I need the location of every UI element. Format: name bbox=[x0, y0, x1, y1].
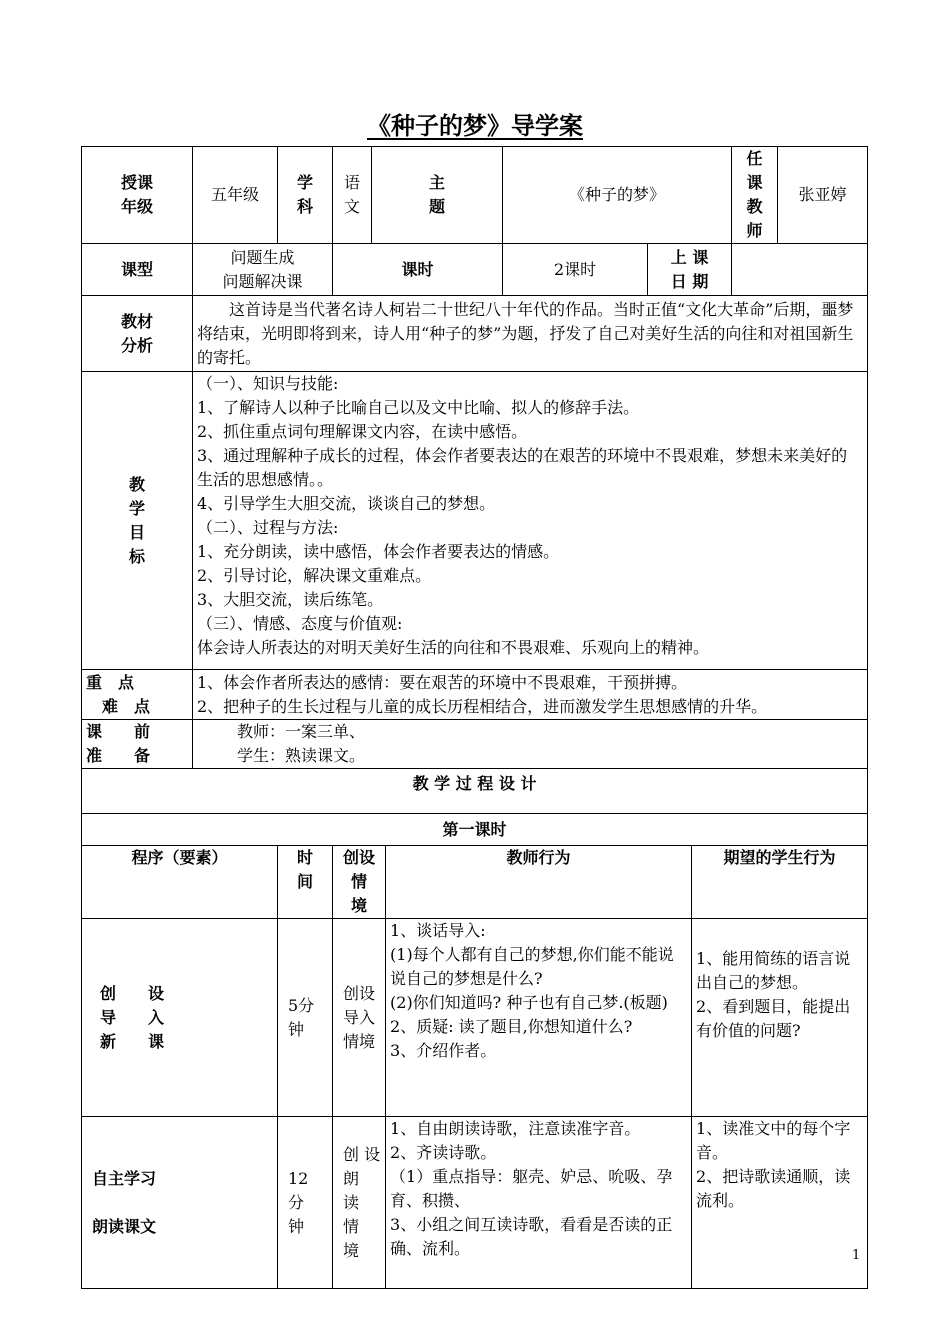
design-heading-row bbox=[82, 769, 868, 814]
subject-label: 学 科 bbox=[278, 147, 333, 244]
teacher-value: 张亚婷 bbox=[778, 147, 868, 244]
key-points-content bbox=[193, 670, 868, 720]
student-behavior-cell: 1、读准文中的每个字音。 2、把诗歌读通顺，读流利。 bbox=[692, 1117, 868, 1289]
objective-line: 2、抓住重点词句理解课文内容，在读中感悟。 bbox=[197, 422, 528, 441]
hours-value: 2课时 bbox=[503, 244, 648, 296]
analysis-label: 教材 分析 bbox=[82, 296, 193, 372]
teacher-behavior-header: 教师行为 bbox=[386, 846, 692, 919]
page-number: 1 bbox=[852, 1248, 861, 1263]
objectives-label: 教 学 目 标 bbox=[82, 372, 193, 670]
time-cell: 5分 钟 bbox=[278, 919, 333, 1117]
document-title: 《种子的梦》导学案 bbox=[367, 112, 583, 140]
hours-label: 课时 bbox=[333, 244, 503, 296]
objective-line: 4、引导学生大胆交流，谈谈自己的梦想。 bbox=[197, 494, 496, 513]
header-row-2 bbox=[82, 244, 868, 296]
lesson-type-value: 问题生成 问题解决课 bbox=[193, 244, 333, 296]
objective-line: 1、充分朗读，读中感悟，体会作者要表达的情感。 bbox=[197, 542, 560, 561]
lesson-heading-row bbox=[82, 814, 868, 846]
preparation-row bbox=[82, 720, 868, 769]
objectives-row bbox=[82, 372, 868, 670]
scene-cell: 创设 导入 情境 bbox=[333, 919, 386, 1117]
subject-value: 语 文 bbox=[333, 147, 372, 244]
objective-line: 体会诗人所表达的对明天美好生活的向往和不畏艰难、乐观向上的精神。 bbox=[197, 638, 710, 657]
preparation-line: 教师：一案三单、 bbox=[237, 722, 366, 741]
process-header-row bbox=[82, 846, 868, 919]
objective-line: （二）、过程与方法: bbox=[197, 518, 339, 537]
design-heading: 教 学 过 程 设 计 bbox=[82, 769, 868, 814]
lesson-heading: 第一课时 bbox=[82, 814, 868, 846]
topic-value: 《种子的梦》 bbox=[503, 147, 732, 244]
grade-label: 授课 年级 bbox=[82, 147, 193, 244]
lesson-type-label: 课型 bbox=[82, 244, 193, 296]
preparation-label: 课 前 准 备 bbox=[82, 720, 193, 769]
objective-line: 1、了解诗人以种子比喻自己以及文中比喻、拟人的修辞手法。 bbox=[197, 398, 640, 417]
preparation-line: 学生：熟读课文。 bbox=[237, 746, 366, 765]
step-header: 程序（要素） bbox=[82, 846, 278, 919]
time-cell: 12 分 钟 bbox=[278, 1117, 333, 1289]
student-behavior-header: 期望的学生行为 bbox=[692, 846, 868, 919]
key-point-line: 2、把种子的生长过程与儿童的成长历程相结合，进而激发学生思想感情的升华。 bbox=[197, 696, 768, 716]
preparation-content bbox=[193, 720, 868, 769]
topic-label: 主 题 bbox=[372, 147, 503, 244]
time-header: 时 间 bbox=[278, 846, 333, 919]
key-point-line: 1、体会作者所表达的感情：要在艰苦的环境中不畏艰难，干预拼搏。 bbox=[197, 672, 688, 692]
step-cell: 创 设 导 入 新 课 bbox=[82, 919, 278, 1117]
objective-line: 3、通过理解种子成长的过程，体会作者要表达的在艰苦的环境中不畏艰难，梦想未来美好的生活的思想感情。。 bbox=[197, 446, 848, 489]
scene-header: 创设情 境 bbox=[333, 846, 386, 919]
key-points-row bbox=[82, 670, 868, 720]
date-value bbox=[732, 244, 868, 296]
objectives-content bbox=[193, 372, 868, 670]
lesson-plan-table bbox=[81, 146, 868, 1289]
teacher-behavior-cell: 1、谈话导入: (1)每个人都有自己的梦想,你们能不能说说自己的梦想是什么? (2)你们知道吗? 种子也有自己梦.(板题) 2、质疑: 读了题目,你想知道什么? 3、介绍作者。 bbox=[386, 919, 692, 1117]
objective-line: （三）、情感、态度与价值观: bbox=[197, 614, 403, 633]
scene-cell: 创 设 朗 读 情 境 bbox=[333, 1117, 386, 1289]
analysis-text: 这首诗是当代著名诗人柯岩二十世纪八十年代的作品。当时正值“文化大革命”后期，噩梦将结束，光明即将到来，诗人用“种子的梦”为题，抒发了自己对美好生活的向往和对祖国新生的寄托。 bbox=[193, 296, 868, 372]
student-behavior-cell: 1、能用简练的语言说出自己的梦想。 2、看到题目，能提出有价值的问题? bbox=[692, 919, 868, 1117]
teacher-label: 任 课 教 师 bbox=[732, 147, 778, 244]
key-points-label: 重 点 难 点 bbox=[82, 670, 193, 720]
objective-line: 3、大胆交流，读后练笔。 bbox=[197, 590, 384, 609]
step-cell: 自主学习 朗读课文 bbox=[82, 1117, 278, 1289]
header-row-1 bbox=[82, 147, 868, 244]
grade-value: 五年级 bbox=[193, 147, 278, 244]
analysis-row bbox=[82, 296, 868, 372]
date-label: 上 课 日 期 bbox=[648, 244, 732, 296]
objective-line: （一）、知识与技能: bbox=[197, 374, 339, 393]
teacher-behavior-cell: 1、自由朗读诗歌，注意读准字音。 2、齐读诗歌。 （1）重点指导：躯壳、妒忌、吮吸、孕育、积攒、 3、小组之间互读诗歌，看看是否读的正确、流利。 bbox=[386, 1117, 692, 1289]
process-row bbox=[82, 1117, 868, 1289]
objective-line: 2、引导讨论，解决课文重难点。 bbox=[197, 566, 432, 585]
process-row bbox=[82, 919, 868, 1117]
